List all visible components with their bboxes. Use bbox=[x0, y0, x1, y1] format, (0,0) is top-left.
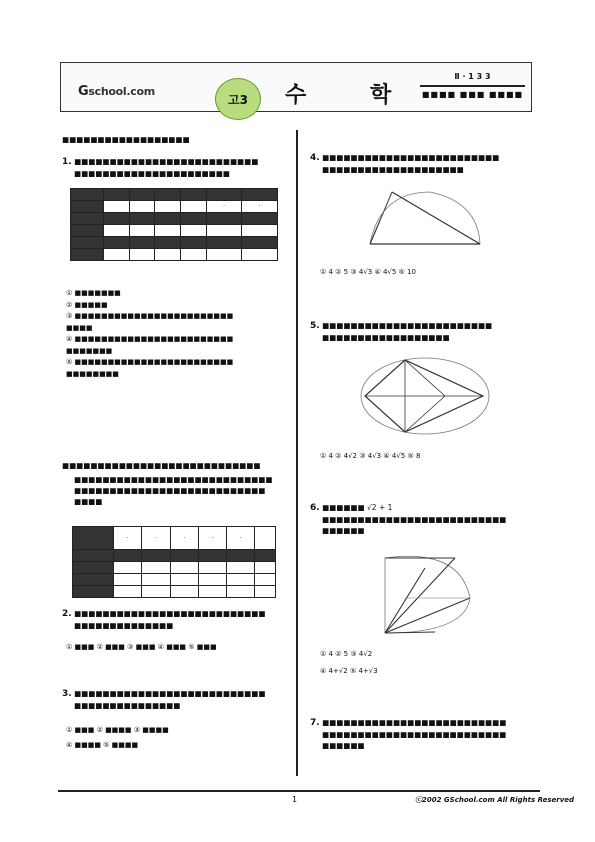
logo-text: school.com bbox=[88, 85, 155, 98]
q6-ray bbox=[385, 632, 435, 633]
q6-figure bbox=[375, 548, 475, 640]
subject-title-2: 학 bbox=[370, 82, 392, 108]
q3-number: 3. bbox=[62, 689, 72, 699]
q6-ray bbox=[385, 598, 470, 633]
q4-choices[interactable]: ① 4 ② 5 ③ 4√3 ④ 4√5 ⑤ 10 bbox=[320, 268, 416, 276]
q5-number: 5. bbox=[310, 321, 320, 331]
question-3 bbox=[62, 688, 265, 711]
question-6 bbox=[310, 502, 506, 536]
q7-number: 7. bbox=[310, 718, 320, 728]
q1-text-line2: ■■■■■■■■■■■■■■■■■■■■■■ bbox=[74, 169, 230, 178]
q6-ray bbox=[385, 558, 455, 633]
site-logo bbox=[78, 84, 155, 99]
section2-intro-line1: ■■■■■■■■■■■■■■■■■■■■■■■■■■■■ bbox=[74, 475, 273, 484]
q1-choice-cont: ■■■■ bbox=[66, 323, 93, 332]
q1-choices bbox=[66, 288, 233, 380]
q3-text2: ■■■■■■■■■■■■■■■ bbox=[74, 701, 181, 710]
q1-choice-cont: ■■■■■■■■ bbox=[66, 369, 119, 378]
question-5 bbox=[310, 320, 492, 343]
table-row bbox=[73, 562, 276, 574]
q4-aux bbox=[380, 192, 392, 220]
section2-title: ■■■■■■■■■■■■■■■■■■■■■■■■■■■■ bbox=[62, 461, 261, 470]
q1-choice-cont: ■■■■■■■ bbox=[66, 346, 113, 355]
q6-arc bbox=[385, 556, 470, 633]
section2-intro-line3: ■■■■ bbox=[74, 497, 103, 506]
q2-number: 2. bbox=[62, 609, 72, 619]
section2-intro bbox=[74, 474, 272, 507]
q1-choice[interactable]: ④ ■■■■■■■■■■■■■■■■■■■■■■■■ bbox=[66, 335, 234, 343]
q6-choices-line2[interactable]: ④ 4+√2 ⑤ 4+√3 bbox=[320, 667, 378, 675]
q6-ray bbox=[385, 568, 425, 633]
header-info-line2: ■■■■ ■■■ ■■■■ bbox=[420, 85, 525, 99]
section1-title: ■■■■■■■■■■■■■■■■■■ bbox=[62, 135, 190, 144]
subject-title-1: 수 bbox=[285, 82, 307, 108]
q7-text-line2: ■■■■■■■■■■■■■■■■■■■■■■■■■■ bbox=[322, 730, 507, 739]
question-2 bbox=[62, 608, 265, 631]
q1-choice[interactable]: ① ■■■■■■■ bbox=[66, 289, 121, 297]
q3-text: ■■■■■■■■■■■■■■■■■■■■■■■■■■■ bbox=[74, 689, 266, 698]
grade-badge: 고3 bbox=[215, 78, 261, 120]
q5-text-line1: ■■■■■■■■■■■■■■■■■■■■■■■■ bbox=[322, 321, 493, 330]
table-row bbox=[73, 550, 276, 562]
table-row: · · · · · bbox=[73, 527, 276, 550]
q3-choices-line1[interactable]: ① ■■■ ② ■■■■ ③ ■■■■ bbox=[66, 726, 169, 734]
data-table-2 bbox=[72, 526, 276, 598]
q1-choice[interactable]: ③ ■■■■■■■■■■■■■■■■■■■■■■■■ bbox=[66, 312, 234, 320]
table-row bbox=[71, 249, 278, 261]
q5-aux bbox=[405, 396, 445, 432]
table-row bbox=[71, 237, 278, 249]
q4-figure bbox=[360, 182, 490, 254]
q4-text-line1: ■■■■■■■■■■■■■■■■■■■■■■■■■ bbox=[322, 153, 500, 162]
data-table-1 bbox=[70, 188, 278, 261]
q6-text-line3: ■■■■■■ bbox=[322, 526, 365, 535]
q1-text-line1: ■■■■■■■■■■■■■■■■■■■■■■■■■■ bbox=[74, 157, 259, 166]
table-row bbox=[71, 225, 278, 237]
q7-text-line1: ■■■■■■■■■■■■■■■■■■■■■■■■■■ bbox=[322, 718, 507, 727]
q6-text-line1: ■■■■■■ √2 + 1 bbox=[322, 503, 393, 512]
question-4 bbox=[310, 152, 499, 175]
q6-number: 6. bbox=[310, 503, 320, 513]
question-1 bbox=[62, 156, 258, 179]
header-info-line1: Ⅱ · 1 3 3 bbox=[454, 72, 491, 81]
q5-text-line2: ■■■■■■■■■■■■■■■■■■ bbox=[322, 333, 450, 342]
table-row: · · bbox=[71, 201, 278, 213]
column-divider bbox=[296, 130, 298, 776]
q4-side bbox=[392, 192, 480, 244]
logo-letter: G bbox=[78, 84, 89, 99]
q5-figure bbox=[355, 352, 495, 444]
section2-intro-line2: ■■■■■■■■■■■■■■■■■■■■■■■■■■■ bbox=[74, 486, 266, 495]
table-row bbox=[73, 586, 276, 598]
q7-text-line3: ■■■■■■ bbox=[322, 741, 365, 750]
q2-choices[interactable]: ① ■■■ ② ■■■ ③ ■■■ ④ ■■■ ⑤ ■■■ bbox=[66, 643, 217, 651]
copyright-text: ⓒ2002 GSchool.com All Rights Reserved bbox=[415, 796, 575, 804]
q3-choices-line2[interactable]: ④ ■■■■ ⑤ ■■■■ bbox=[66, 741, 139, 749]
q4-text-line2: ■■■■■■■■■■■■■■■■■■■■ bbox=[322, 165, 464, 174]
header-info bbox=[420, 72, 525, 99]
q6-text-line2: ■■■■■■■■■■■■■■■■■■■■■■■■■■ bbox=[322, 515, 507, 524]
q4-arc bbox=[370, 192, 480, 244]
q5-aux bbox=[405, 360, 445, 396]
table-row bbox=[71, 213, 278, 225]
q1-choice[interactable]: ⑤ ■■■■■■■■■■■■■■■■■■■■■■■■ bbox=[66, 358, 234, 366]
q2-text: ■■■■■■■■■■■■■■■■■■■■■■■■■■■ bbox=[74, 609, 266, 618]
table-row bbox=[73, 574, 276, 586]
q1-choice[interactable]: ② ■■■■■ bbox=[66, 300, 108, 309]
table-row bbox=[71, 189, 278, 201]
q5-choices[interactable]: ① 4 ② 4√2 ③ 4√3 ④ 4√5 ⑤ 8 bbox=[320, 452, 421, 460]
q6-choices-line1[interactable]: ① 4 ② 5 ③ 4√2 bbox=[320, 650, 373, 658]
question-7 bbox=[310, 717, 506, 751]
page-number: 1 bbox=[292, 795, 298, 804]
q2-text2: ■■■■■■■■■■■■■■ bbox=[74, 621, 174, 630]
q4-number: 4. bbox=[310, 153, 320, 163]
footer-rule bbox=[58, 790, 540, 792]
q1-number: 1. bbox=[62, 157, 72, 167]
